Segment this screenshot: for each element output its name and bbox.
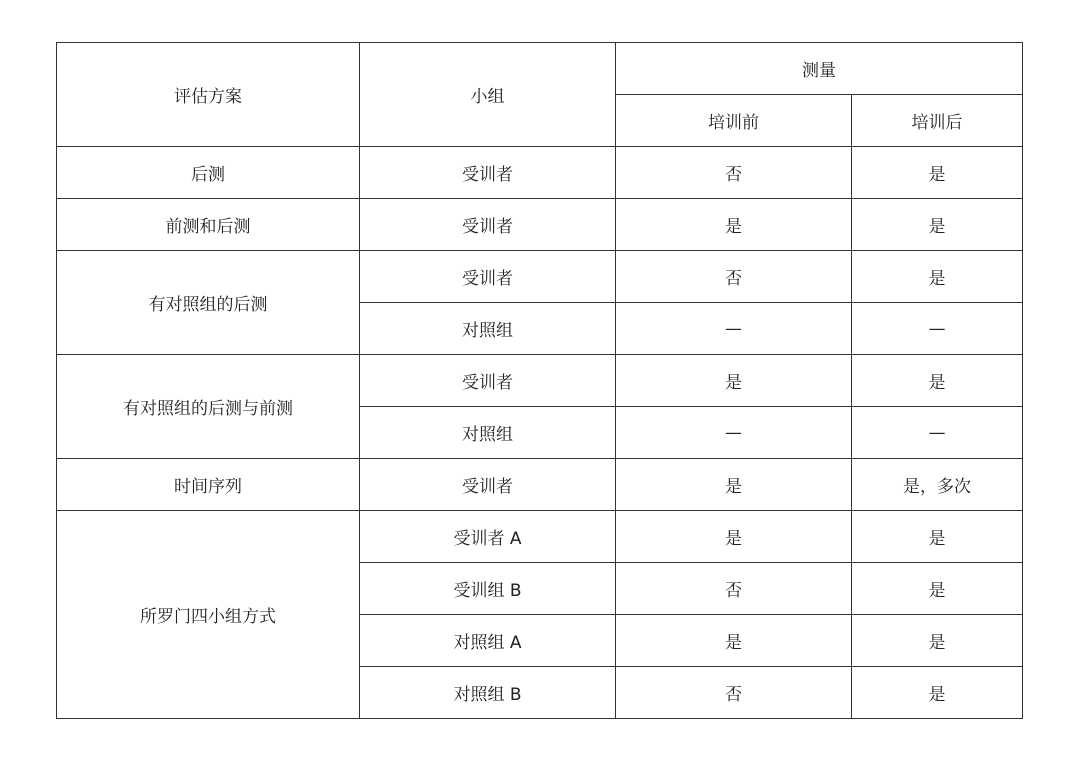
scheme-cell: 所罗门四小组方式	[57, 511, 360, 719]
table-body	[57, 147, 1023, 719]
group-cell: 对照组 A	[360, 615, 616, 667]
header-measurement: 测量	[616, 43, 1023, 95]
table-row	[57, 355, 1023, 407]
header-group: 小组	[360, 43, 616, 147]
before-cell: 否	[616, 563, 852, 615]
table-row	[57, 511, 1023, 563]
before-cell: 是	[616, 459, 852, 511]
group-cell: 受训组 B	[360, 563, 616, 615]
table-row	[57, 251, 1023, 303]
evaluation-scheme-table	[56, 42, 1023, 719]
header-after-training: 培训后	[852, 95, 1023, 147]
group-cell: 受训者	[360, 355, 616, 407]
scheme-cell: 后测	[57, 147, 360, 199]
after-cell: 是	[852, 147, 1023, 199]
before-cell: 是	[616, 615, 852, 667]
group-cell: 受训者 A	[360, 511, 616, 563]
group-cell: 受训者	[360, 199, 616, 251]
table-row	[57, 459, 1023, 511]
before-cell: 是	[616, 199, 852, 251]
before-cell: 否	[616, 251, 852, 303]
after-cell: 是	[852, 511, 1023, 563]
after-cell: —	[852, 303, 1023, 355]
before-cell: —	[616, 303, 852, 355]
before-cell: —	[616, 407, 852, 459]
after-cell: 是	[852, 563, 1023, 615]
header-before-training: 培训前	[616, 95, 852, 147]
table-header	[57, 43, 1023, 147]
before-cell: 否	[616, 147, 852, 199]
scheme-cell: 前测和后测	[57, 199, 360, 251]
scheme-cell: 有对照组的后测	[57, 251, 360, 355]
header-scheme: 评估方案	[57, 43, 360, 147]
before-cell: 否	[616, 667, 852, 719]
after-cell: 是	[852, 355, 1023, 407]
group-cell: 对照组	[360, 303, 616, 355]
after-cell: 是	[852, 199, 1023, 251]
scheme-cell: 时间序列	[57, 459, 360, 511]
group-cell: 受训者	[360, 251, 616, 303]
table-row	[57, 199, 1023, 251]
table-row	[57, 147, 1023, 199]
before-cell: 是	[616, 355, 852, 407]
after-cell: 是	[852, 667, 1023, 719]
after-cell: 是	[852, 615, 1023, 667]
after-cell: 是	[852, 251, 1023, 303]
group-cell: 受训者	[360, 459, 616, 511]
before-cell: 是	[616, 511, 852, 563]
after-cell: —	[852, 407, 1023, 459]
group-cell: 对照组 B	[360, 667, 616, 719]
group-cell: 受训者	[360, 147, 616, 199]
group-cell: 对照组	[360, 407, 616, 459]
after-cell: 是，多次	[852, 459, 1023, 511]
scheme-cell: 有对照组的后测与前测	[57, 355, 360, 459]
header-row-1	[57, 43, 1023, 95]
